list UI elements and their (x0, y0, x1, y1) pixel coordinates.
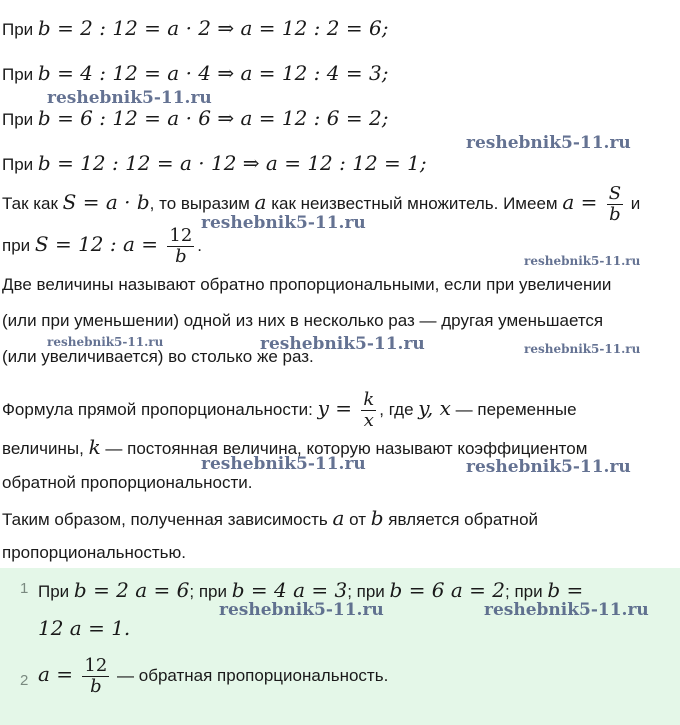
watermark: reshebnik5-11.ru (260, 334, 425, 354)
text: , где (379, 400, 419, 419)
answer-text (38, 578, 583, 602)
line-formula (2, 384, 577, 434)
watermark: reshebnik5-11.ru (201, 213, 366, 233)
text: является обратной (383, 510, 539, 529)
text: При (38, 582, 74, 601)
fraction-12-over-b (167, 226, 194, 267)
fraction-12-over-b (82, 656, 109, 697)
line-inverse-prop: обратной пропорциональности. (2, 473, 253, 492)
definition-line-1: Две величины называют обратно пропорциональными, если при увеличении (2, 275, 612, 294)
text: Таким образом, полученная зависимость (2, 510, 333, 529)
fraction-k-over-x (361, 390, 376, 431)
fraction-denominator: b (175, 246, 187, 268)
formula: a = (38, 662, 80, 686)
formula: b = 4 : 12 = a · 4 ⇒ a = 12 : 4 = 3; (37, 61, 389, 85)
watermark: reshebnik5-11.ru (47, 335, 164, 349)
formula: k (88, 435, 101, 459)
formula: b = 2 a = 6 (73, 578, 190, 602)
formula: 12 a = 1. (38, 616, 131, 640)
formula: a = (562, 190, 604, 214)
line-conclusion (2, 507, 538, 531)
text: — переменные (450, 400, 577, 419)
formula: b = 6 : 12 = a · 6 ⇒ a = 12 : 6 = 2; (37, 106, 389, 130)
text: и (626, 194, 641, 213)
watermark: reshebnik5-11.ru (466, 133, 631, 153)
text: ; при (505, 582, 548, 601)
watermark: reshebnik5-11.ru (524, 342, 641, 356)
line-b12 (2, 152, 427, 176)
watermark: reshebnik5-11.ru (484, 600, 649, 620)
text: — обратная пропорциональность. (112, 666, 389, 685)
fraction-numerator: 12 (169, 225, 193, 247)
fraction-s-over-b (607, 184, 623, 225)
text: при (2, 236, 35, 255)
text: от (344, 510, 371, 529)
formula: S = a · b (62, 190, 150, 214)
text: Так как (2, 194, 63, 213)
line-s12 (2, 222, 202, 268)
formula: b = 6 a = 2 (389, 578, 506, 602)
formula: a (332, 506, 345, 530)
text: При (2, 20, 34, 39)
formula: b = 12 : 12 = a · 12 ⇒ a = 12 : 12 = 1; (37, 151, 427, 175)
text: ; при (189, 582, 232, 601)
fraction-denominator: x (363, 410, 374, 432)
formula: b = 2 : 12 = a · 2 ⇒ a = 12 : 2 = 6; (37, 16, 389, 40)
text: При (2, 65, 34, 84)
text: . (197, 236, 203, 255)
line-b2 (2, 17, 388, 41)
watermark: reshebnik5-11.ru (201, 454, 366, 474)
text: При (2, 155, 34, 174)
text: величины, (2, 439, 89, 458)
formula: S = 12 : a = (34, 232, 165, 256)
watermark: reshebnik5-11.ru (524, 254, 641, 268)
fraction-numerator: k (363, 389, 375, 411)
fraction-numerator: S (608, 183, 622, 205)
text: , то выразим (149, 194, 255, 213)
answer-block (0, 568, 680, 725)
answer-text (38, 652, 388, 698)
line-conclusion-end: пропорциональностью. (2, 543, 186, 562)
formula: a (254, 190, 267, 214)
formula: b = 4 a = 3 (231, 578, 348, 602)
answer-number: 1 (20, 580, 29, 597)
line-b4 (2, 62, 388, 86)
definition-line-2: (или при уменьшении) одной из них в несколько раз — другая уменьшается (2, 311, 604, 330)
formula: y, x (418, 396, 451, 420)
text: — постоянная величина, которую называют коэффициентом (100, 439, 588, 458)
fraction-numerator: 12 (84, 655, 108, 677)
definition-line-3: (или увеличивается) во столько же раз. (2, 347, 314, 366)
formula: b (370, 506, 384, 530)
text: ; при (347, 582, 390, 601)
watermark: reshebnik5-11.ru (219, 600, 384, 620)
formula: b = (547, 578, 584, 602)
answer-number: 2 (20, 672, 29, 689)
watermark: reshebnik5-11.ru (47, 88, 212, 108)
text: Формула прямой пропорциональности: (2, 400, 318, 419)
fraction-denominator: b (90, 676, 102, 698)
line-b6 (2, 107, 388, 131)
fraction-denominator: b (609, 204, 621, 226)
watermark: reshebnik5-11.ru (466, 457, 631, 477)
text: как неизвестный множитель. Имеем (266, 194, 563, 213)
text: При (2, 110, 34, 129)
formula: y = (317, 396, 359, 420)
